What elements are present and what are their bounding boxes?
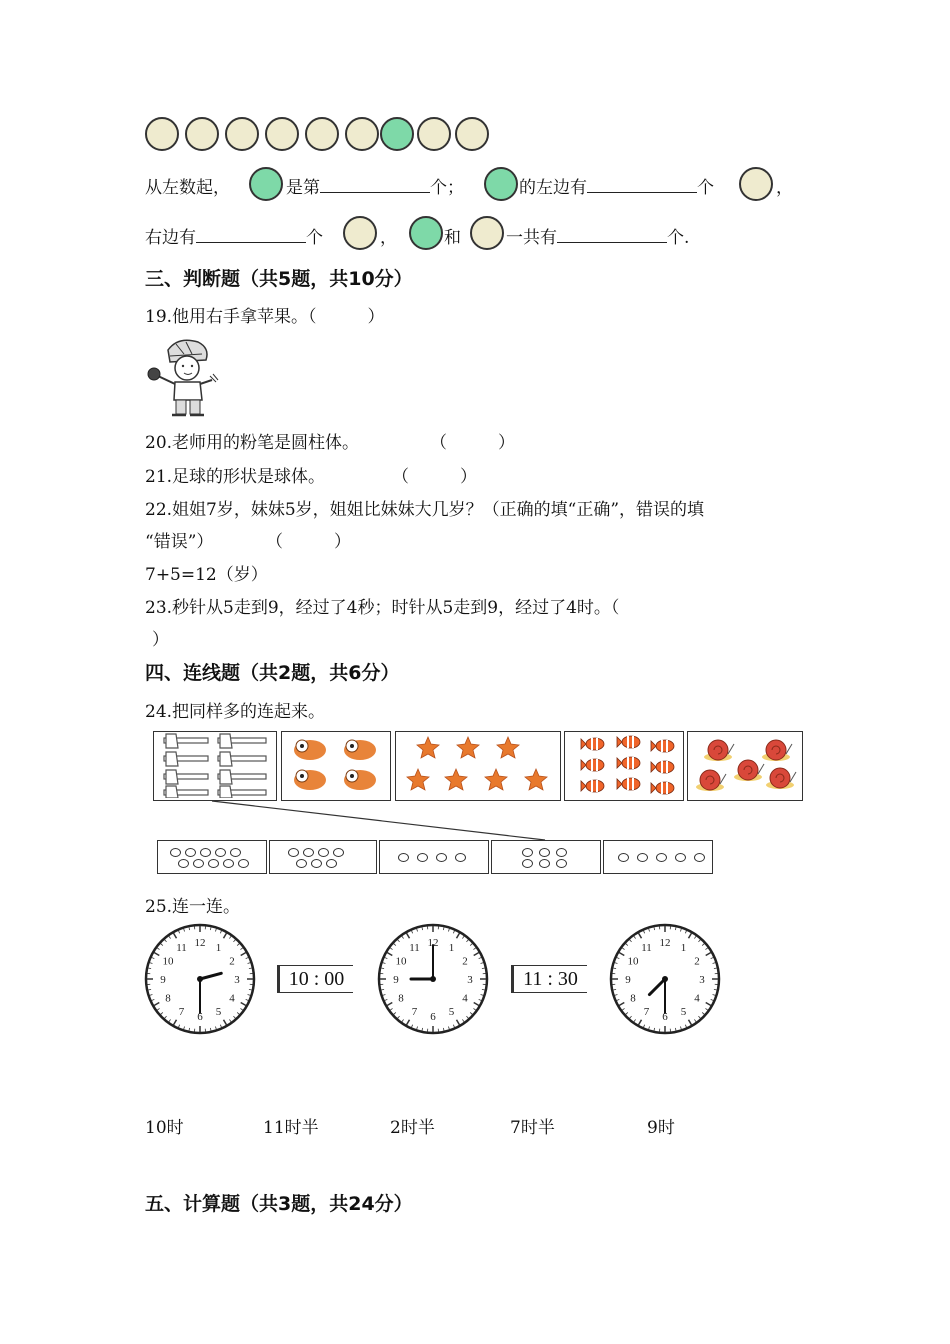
clock-number: 6	[662, 1011, 668, 1023]
clock-number: 7	[643, 1006, 650, 1019]
q24-text: 24.把同样多的连起来。	[145, 702, 326, 722]
clock-number: 11	[409, 941, 420, 954]
clock-number: 12	[194, 937, 206, 949]
clock-number: 1	[680, 941, 687, 954]
clock-number: 4	[462, 992, 468, 1005]
time-label-3[interactable]: 2时半	[390, 1118, 435, 1138]
clock-number: 2	[694, 955, 700, 968]
clock-number: 9	[393, 974, 399, 986]
clock-number: 1	[448, 941, 455, 954]
clock-number: 7	[178, 1006, 185, 1019]
time-label-2[interactable]: 11时半	[263, 1118, 319, 1138]
q22-paren: （ ）	[266, 532, 351, 552]
q23-line1: 23.秒针从5走到9，经过了4秒；时针从5走到9，经过了4时。（	[145, 598, 620, 618]
q21-paren: （ ）	[392, 467, 477, 487]
digital-time-1000[interactable]: 10 : 00	[277, 965, 353, 993]
q22-formula: 7+5=12（岁）	[145, 565, 268, 585]
clock-number: 5	[215, 1006, 222, 1019]
clock-number: 3	[234, 974, 240, 986]
q22-line2: “错误”）	[145, 532, 214, 552]
clock-number: 5	[448, 1006, 455, 1019]
q18-l1-b: 是第	[286, 178, 320, 198]
clock-center	[430, 976, 436, 982]
clock-number: 9	[160, 974, 166, 986]
clock-face-1[interactable]	[143, 922, 257, 1036]
clock-number: 10	[162, 955, 174, 968]
q20-paren: （ ）	[430, 433, 515, 453]
clock-center	[662, 976, 668, 982]
clock-number: 8	[630, 992, 636, 1005]
time-label-4[interactable]: 7时半	[510, 1118, 555, 1138]
section-3-title: 三、判断题（共5题，共10分）	[145, 268, 413, 290]
clock-number: 4	[694, 992, 700, 1005]
q18-l1-a: 从左数起，	[145, 178, 230, 198]
q20-text: 20.老师用的粉笔是圆柱体。	[145, 433, 360, 453]
q18-l2-c: ，	[380, 228, 397, 248]
time-label-1[interactable]: 10时	[145, 1118, 184, 1138]
section-4-title: 四、连线题（共2题，共6分）	[145, 662, 400, 684]
clock-number: 5	[680, 1006, 687, 1019]
clock-face-2[interactable]	[376, 922, 490, 1036]
q18-l2-a: 右边有	[145, 228, 196, 248]
q18-l2-b: 个	[306, 228, 323, 248]
clock-number: 8	[165, 992, 171, 1005]
clock-number: 10	[395, 955, 407, 968]
clock-number: 6	[430, 1011, 436, 1023]
q18-l2-e: 一共有	[506, 228, 557, 248]
q22-line1: 22.姐姐7岁，妹妹5岁，姐姐比妹妹大几岁？（正确的填“正确”，错误的填	[145, 500, 705, 520]
q18-l2-d: 和	[444, 228, 461, 248]
clock-number: 6	[197, 1011, 203, 1023]
q18-l2-f: 个.	[667, 228, 690, 248]
clock-face-3[interactable]	[608, 922, 722, 1036]
q18-l1-d: 的左边有	[519, 178, 587, 198]
q19-text: 19.他用右手拿苹果。（ ）	[145, 307, 385, 327]
clock-number: 12	[659, 937, 671, 949]
q21-text: 21.足球的形状是球体。	[145, 467, 326, 487]
time-label-5[interactable]: 9时	[647, 1118, 675, 1138]
clock-number: 3	[467, 974, 473, 986]
clock-number: 2	[229, 955, 235, 968]
dot-box-7[interactable]	[269, 840, 377, 874]
clock-center	[197, 976, 203, 982]
dot-box-6[interactable]	[491, 840, 601, 874]
clock-number: 2	[462, 955, 468, 968]
clock-number: 4	[229, 992, 235, 1005]
dot-box-4[interactable]	[379, 840, 489, 874]
clock-number: 1	[215, 941, 222, 954]
digital-time-1130[interactable]: 11 : 30	[511, 965, 587, 993]
clock-number: 12	[427, 937, 439, 949]
section-5-title: 五、计算题（共3题，共24分）	[145, 1193, 413, 1215]
q23-line2: ）	[152, 630, 169, 650]
clock-number: 3	[699, 974, 705, 986]
q18-l1-e: 个	[697, 178, 714, 198]
clock-number: 11	[641, 941, 652, 954]
q18-l1-f: ，	[776, 178, 793, 198]
clock-number: 8	[398, 992, 404, 1005]
q25-text: 25.连一连。	[145, 897, 241, 917]
dot-box-10[interactable]	[157, 840, 267, 874]
clock-number: 11	[176, 941, 187, 954]
clock-number: 9	[625, 974, 631, 986]
q18-l1-c: 个；	[430, 178, 464, 198]
dot-box-5[interactable]	[603, 840, 713, 874]
clock-number: 7	[411, 1006, 418, 1019]
clock-number: 10	[627, 955, 639, 968]
